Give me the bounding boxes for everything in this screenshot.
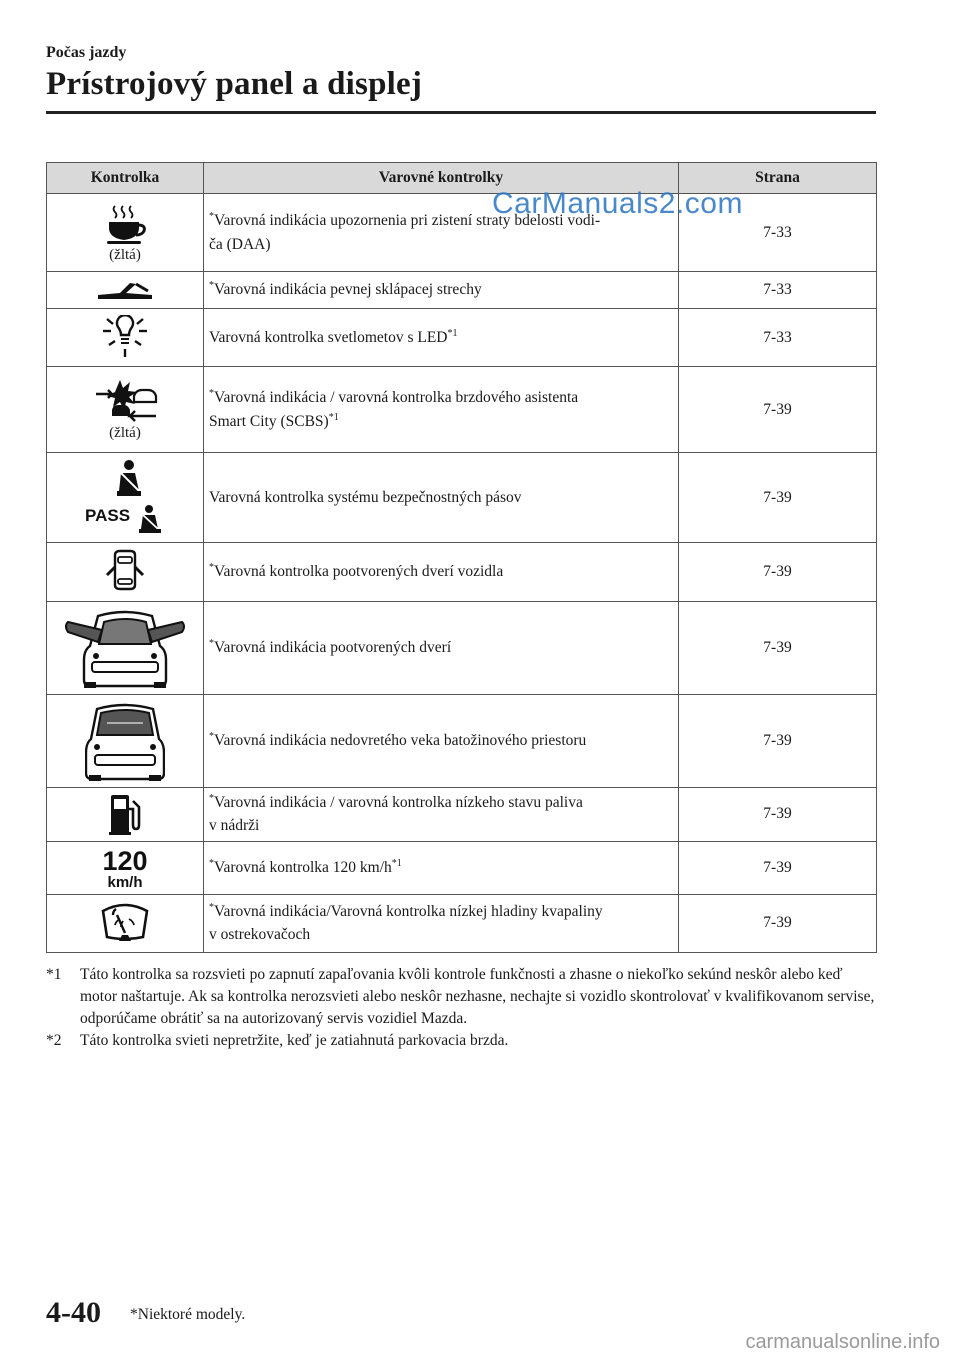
page-ref: 7-39 [679, 894, 877, 952]
icon-cell [47, 695, 204, 788]
page-title: Prístrojový panel a displej [46, 66, 423, 102]
icon-cell [47, 788, 204, 842]
description-cell: *Varovná indikácia/Varovná kontrolka nízkej hladiny kvapaliny v ostrekovačoch [204, 894, 679, 952]
section-label: Počas jazdy [46, 44, 127, 61]
description-cell: Varovná kontrolka svetlometov s LED$^{*1}$ [204, 309, 679, 367]
table-row [47, 272, 877, 309]
table-row [47, 194, 877, 272]
title-rule [46, 111, 876, 114]
icon-sublabel: (žltá) [109, 246, 141, 263]
icon-sublabel: (žltá) [109, 424, 141, 441]
description-cell: *Varovná kontrolka pootvorených dverí vozidla [204, 543, 679, 602]
table-row [47, 543, 877, 602]
description-cell: *Varovná indikácia / varovná kontrolka brzdového asistenta Smart City (SCBS)$^{*1}$ [204, 367, 679, 453]
table-row [47, 695, 877, 788]
table-row [47, 894, 877, 952]
column-header: Strana [679, 163, 877, 194]
page-number: 4-40 [46, 1296, 101, 1329]
footnote: *2 Táto kontrolka svieti nepretržite, keď je zatiahnutá parkovacia brzda. [46, 1032, 509, 1049]
table-row [47, 309, 877, 367]
car-trunk-open-icon [85, 699, 165, 783]
icon-cell [47, 602, 204, 695]
description-cell: *Varovná indikácia / varovná kontrolka nízkeho stavu paliva v nádrži [204, 788, 679, 842]
coffee-cup-icon [101, 202, 149, 246]
door-ajar-icon [102, 549, 148, 595]
washer-fluid-icon [99, 901, 151, 945]
car-doors-open-icon [62, 606, 188, 690]
icon-cell [47, 272, 204, 309]
column-header: Varovné kontrolky [204, 163, 679, 194]
page-ref: 7-39 [679, 367, 877, 453]
svg-text:120: 120 [102, 845, 148, 876]
warning-lights-table [46, 162, 877, 953]
table-row [47, 367, 877, 453]
icon-cell [47, 543, 204, 602]
led-headlight-icon [101, 315, 149, 361]
page-ref: 7-39 [679, 543, 877, 602]
table-header-row [47, 163, 877, 194]
description-cell: *Varovná indikácia pevnej sklápacej strechy [204, 272, 679, 309]
svg-text:PASS: PASS [85, 505, 131, 525]
table-row [47, 788, 877, 842]
description-cell: Varovná kontrolka systému bezpečnostných pásov [204, 453, 679, 543]
page-ref: 7-39 [679, 788, 877, 842]
footnote: *1 Táto kontrolka sa rozsvieti po zapnutí zapaľovania kvôli kontrole funkčnosti a zhasne o niekoľko sekúnd neskôr alebo keď motor naštartuje. Ak sa kontrolka nerozsvieti alebo neskôr nezhasne, nechajte si vozidlo skontrolovať v kvalifikovanom servise, odporúčame obrátiť sa na autorizovaný servis vozidiel Mazda. [46, 966, 875, 1027]
fuel-pump-icon [107, 793, 143, 835]
icon-cell [47, 841, 204, 894]
icon-cell [47, 194, 204, 272]
table-row [47, 841, 877, 894]
page-ref: 7-33 [679, 272, 877, 309]
page-ref: 7-39 [679, 602, 877, 695]
page-ref: 7-39 [679, 453, 877, 543]
speed-120-icon [100, 845, 150, 891]
retractable-hardtop-icon [96, 279, 154, 301]
page-ref: 7-39 [679, 695, 877, 788]
description-cell: *Varovná indikácia pootvorených dverí [204, 602, 679, 695]
page-ref: 7-39 [679, 841, 877, 894]
icon-cell [47, 453, 204, 543]
icon-cell [47, 894, 204, 952]
table-row [47, 453, 877, 543]
table-row [47, 602, 877, 695]
description-cell: *Varovná kontrolka 120 $km/h^{*1}$ [204, 841, 679, 894]
scbs-icon [92, 378, 158, 424]
svg-text:km/h: km/h [107, 873, 143, 891]
icon-cell [47, 367, 204, 453]
description-cell: *Varovná indikácia nedovretého veka batožinového priestoru [204, 695, 679, 788]
page-ref: 7-33 [679, 194, 877, 272]
site-watermark: carmanualsonline.info [745, 1331, 940, 1353]
watermark-text: CarManuals2.com [492, 187, 743, 220]
description-cell: *Varovná indikácia upozornenia pri zistení straty bdelosti vodi- ča (DAA) [204, 194, 679, 272]
column-header: Kontrolka [47, 163, 204, 194]
models-note: *Niektoré modely. [130, 1306, 246, 1323]
page-ref: 7-33 [679, 309, 877, 367]
seatbelt-icon [85, 457, 165, 539]
icon-cell [47, 309, 204, 367]
